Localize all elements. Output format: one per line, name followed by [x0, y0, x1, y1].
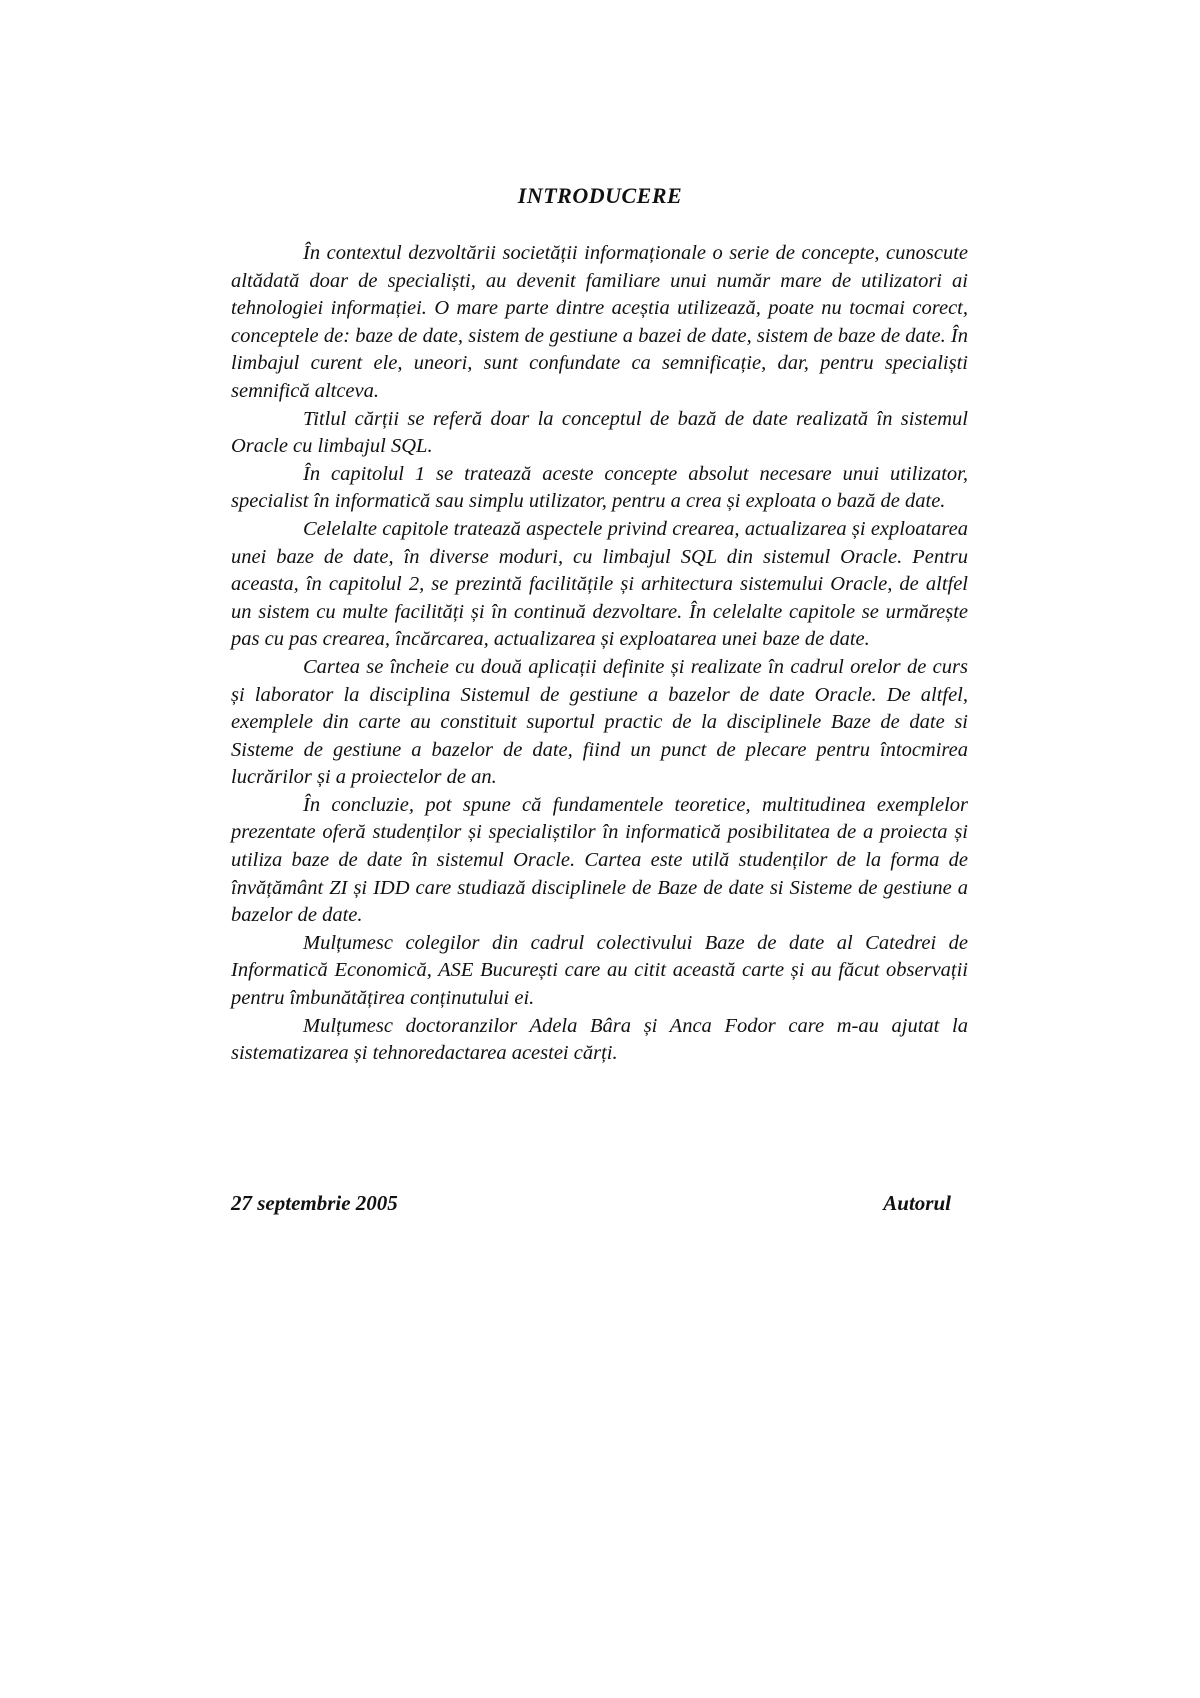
- page-title: INTRODUCERE: [517, 183, 683, 208]
- paragraph-8: Mulțumesc doctoranzilor Adela Bâra și Anca Fodor care m-au ajutat la sistematizarea și tehnoredactarea acestei cărți.: [231, 1014, 968, 1065]
- signature-author: Autorul: [883, 1191, 951, 1215]
- paragraph-7: Mulțumesc colegilor din cadrul colectivului Baze de date al Catedrei de Informatică Economică, ASE București care au citit această carte și au făcut observații pentru îmbunătățirea conținutului ei.: [231, 931, 968, 1010]
- signature-date: 27 septembrie 2005: [231, 1191, 398, 1215]
- paragraph-1: În contextul dezvoltării societății informaționale o serie de concepte, cunoscute altădată doar de specialiști, au devenit familiare unui număr mare de utilizatori ai tehnologiei informației. O mare parte dintre aceștia utilizează, poate nu tocmai corect, conceptele de: baze de date, sistem de gestiune a bazei de date, sistem de baze de date. În limbajul curent ele, uneori, sunt confundate ca semnificație, dar, pentru specialiști semnifică altceva.: [231, 242, 968, 402]
- paragraph-3: În capitolul 1 se tratează aceste concepte absolut necesare unui utilizator, specialist în informatică sau simplu utilizator, pentru a crea și exploata o bază de date.: [231, 462, 968, 513]
- paragraph-5: Cartea se încheie cu două aplicații definite și realizate în cadrul orelor de curs și laborator la disciplina Sistemul de gestiune a bazelor de date Oracle. De altfel, exemplele din carte au constituit suportul practic de la disciplinele Baze de date si Sisteme de gestiune a bazelor de date, fiind un punct de plecare pentru întocmirea lucrărilor și a proiectelor de an.: [231, 655, 968, 789]
- paragraph-4: Celelalte capitole tratează aspectele privind crearea, actualizarea și exploatarea unei baze de date, în diverse moduri, cu limbajul SQL din sistemul Oracle. Pentru aceasta, în capitolul 2, se prezintă facilitățile și arhitectura sistemului Oracle, de altfel un sistem cu multe facilități și în continuă dezvoltare. În celelalte capitole se urmărește pas cu pas crearea, încărcarea, actualizarea și exploatarea unei baze de date.: [231, 517, 968, 651]
- introduction-body: [231, 240, 968, 1068]
- paragraph-6: În concluzie, pot spune că fundamentele teoretice, multitudinea exemplelor prezentate oferă studenților și specialiștilor în informatică posibilitatea de a proiecta și utiliza baze de date în sistemul Oracle. Cartea este utilă studenților de la forma de învățământ ZI și IDD care studiază disciplinele de Baze de date si Sisteme de gestiune a bazelor de date.: [231, 793, 968, 927]
- paragraph-2: Titlul cărții se referă doar la conceptul de bază de date realizată în sistemul Oracle cu limbajul SQL.: [231, 407, 968, 458]
